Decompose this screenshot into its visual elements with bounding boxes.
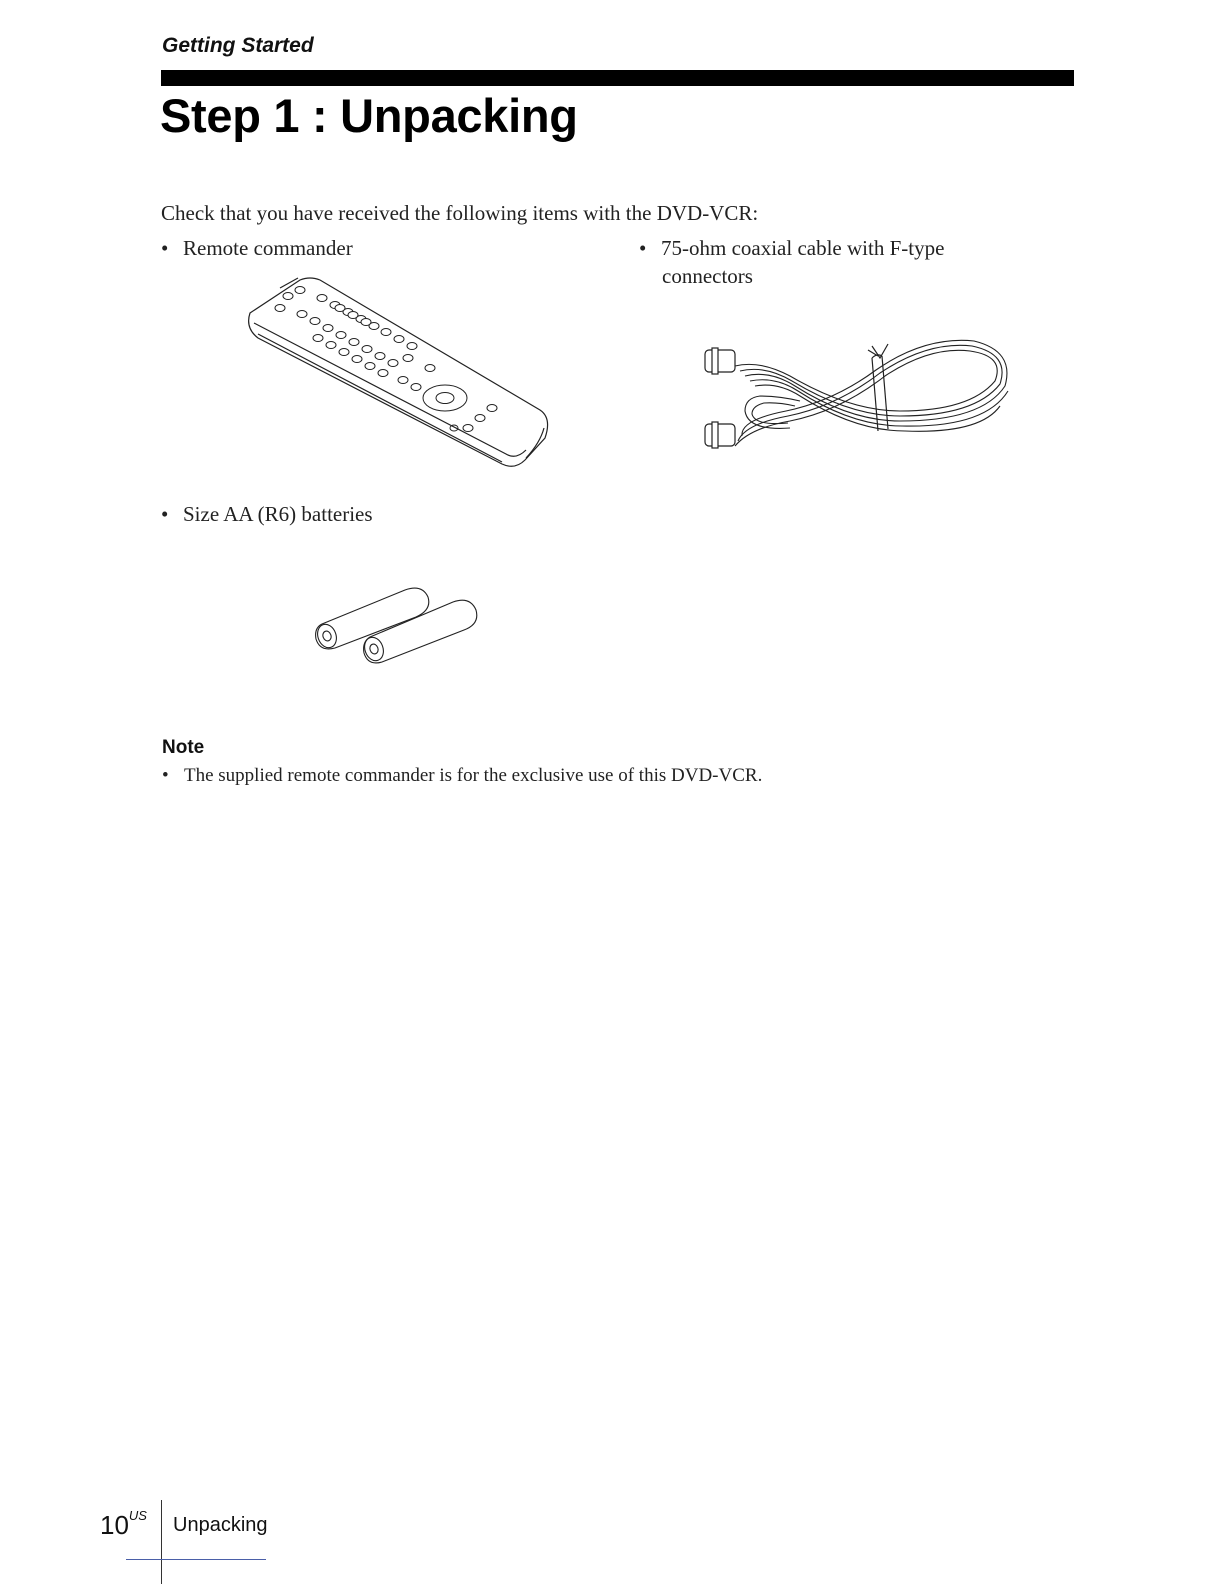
list-item-batteries xyxy=(161,502,373,527)
batteries-icon xyxy=(310,582,485,667)
note-text: The supplied remote commander is for the exclusive use of this DVD-VCR. xyxy=(184,765,763,786)
item-label-batteries: Size AA (R6) batteries xyxy=(183,502,373,526)
bullet-marker: • xyxy=(161,502,169,526)
page-number-suffix: US xyxy=(128,1508,147,1524)
footer-section-label: Unpacking xyxy=(173,1514,268,1536)
list-item-remote xyxy=(161,236,353,261)
page-number xyxy=(100,1510,147,1541)
list-item-cable xyxy=(639,236,944,261)
coaxial-cable-icon xyxy=(700,336,1010,458)
footer-underline xyxy=(126,1559,266,1560)
bullet-marker: • xyxy=(161,236,169,260)
bullet-marker: • xyxy=(162,765,169,786)
section-label: Getting Started xyxy=(162,34,314,57)
remote-control-icon xyxy=(240,268,555,483)
intro-text: Check that you have received the following items with the DVD-VCR: xyxy=(161,201,759,225)
note-item xyxy=(162,765,762,787)
footer-divider xyxy=(161,1500,162,1584)
item-label-cable-line1: 75-ohm coaxial cable with F-type xyxy=(661,236,945,260)
page-title: Step 1 : Unpacking xyxy=(160,89,578,142)
header-rule xyxy=(161,70,1074,86)
page-number-value: 10 xyxy=(100,1510,129,1540)
note-heading: Note xyxy=(162,737,205,758)
item-label-remote: Remote commander xyxy=(183,236,353,260)
item-label-cable-line2: connectors xyxy=(662,264,753,288)
bullet-marker: • xyxy=(639,236,647,260)
